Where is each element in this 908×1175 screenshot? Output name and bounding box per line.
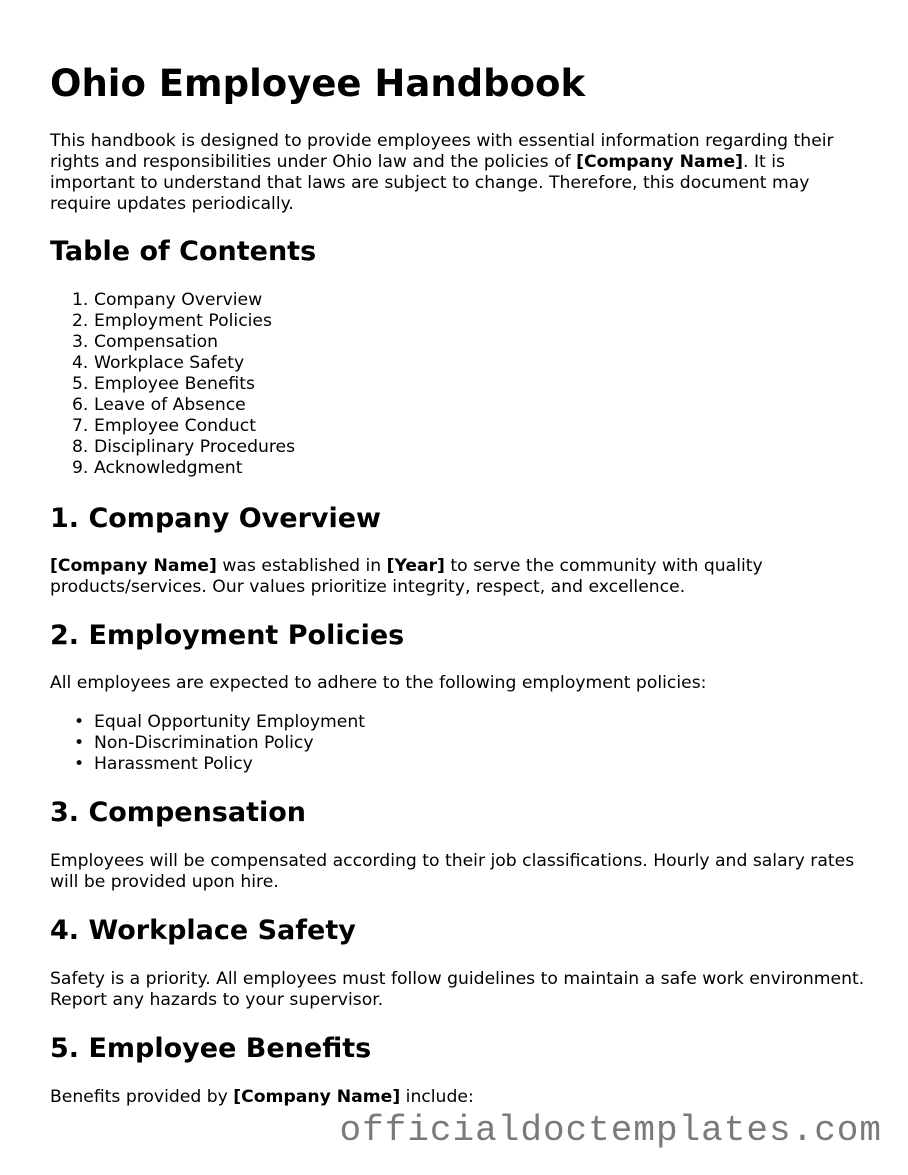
toc-item-employment-policies[interactable]: [50, 311, 295, 332]
intro-paragraph: [50, 131, 870, 215]
year-placeholder: [Year]: [386, 556, 445, 576]
bullet-icon: •: [74, 733, 85, 753]
list-item: [50, 733, 365, 754]
toc-list: [50, 290, 295, 479]
section-heading-compensation: 3. Compensation: [50, 797, 307, 828]
list-item: [50, 754, 365, 775]
compensation-paragraph: Employees will be compensated according to their job classifications. Hourly and salary rates will be provided upon hire.: [50, 851, 855, 892]
toc-item-workplace-safety[interactable]: [50, 353, 295, 374]
employee-benefits-paragraph: [50, 1087, 870, 1108]
toc-label: Employee Conduct: [94, 416, 256, 436]
toc-item-employee-conduct[interactable]: [50, 416, 295, 437]
list-item: [50, 712, 365, 733]
toc-item-leave-of-absence[interactable]: [50, 395, 295, 416]
watermark: officialdoctemplates.com: [339, 1110, 882, 1151]
toc-item-employee-benefits[interactable]: [50, 374, 295, 395]
toc-number: 3.: [72, 332, 89, 352]
toc-label: Compensation: [94, 332, 219, 352]
toc-number: 8.: [72, 437, 89, 457]
company-overview-paragraph: [50, 556, 870, 598]
overview-text-2: to serve the community with quality products/services. Our values prioritize integrity, respect, and excellence.: [50, 556, 763, 597]
toc-label: Acknowledgment: [94, 458, 243, 478]
section-heading-workplace-safety: 4. Workplace Safety: [50, 915, 356, 946]
bullet-icon: •: [74, 754, 85, 774]
toc-label: Company Overview: [94, 290, 263, 310]
toc-number: 6.: [72, 395, 89, 415]
toc-number: 5.: [72, 374, 89, 394]
company-name-placeholder: [Company Name]: [576, 152, 744, 172]
toc-heading: Table of Contents: [50, 236, 317, 267]
toc-label: Disciplinary Procedures: [94, 437, 296, 457]
toc-label: Employment Policies: [94, 311, 272, 331]
policy-label: Non-Discrimination Policy: [94, 733, 314, 753]
toc-item-acknowledgment[interactable]: [50, 458, 295, 479]
workplace-safety-paragraph: Safety is a priority. All employees must follow guidelines to maintain a safe work environment. Report any hazards to your supervisor.: [50, 969, 865, 1010]
toc-item-disciplinary-procedures[interactable]: [50, 437, 295, 458]
benefits-text-1: Benefits provided by: [50, 1087, 234, 1107]
benefits-text-2: include:: [400, 1087, 474, 1107]
policy-label: Harassment Policy: [94, 754, 253, 774]
toc-label: Leave of Absence: [94, 395, 246, 415]
intro-text-2: . It is important to understand that laws are subject to change. Therefore, this document may require updates periodically.: [50, 152, 810, 214]
toc-item-company-overview[interactable]: [50, 290, 295, 311]
company-name-placeholder: [Company Name]: [50, 556, 217, 576]
toc-number: 4.: [72, 353, 89, 373]
toc-label: Employee Benefits: [94, 374, 255, 394]
policy-label: Equal Opportunity Employment: [94, 712, 365, 732]
employment-policies-paragraph: All employees are expected to adhere to the following employment policies:: [50, 673, 707, 693]
bullet-icon: •: [74, 712, 85, 732]
toc-label: Workplace Safety: [94, 353, 245, 373]
toc-number: 1.: [72, 290, 89, 310]
section-heading-employee-benefits: 5. Employee Benefits: [50, 1033, 372, 1064]
overview-text-1: was established in: [216, 556, 387, 576]
section-heading-company-overview: 1. Company Overview: [50, 503, 382, 534]
section-heading-employment-policies: 2. Employment Policies: [50, 620, 405, 651]
toc-item-compensation[interactable]: [50, 332, 295, 353]
employment-policies-list: [50, 712, 365, 775]
company-name-placeholder: [Company Name]: [233, 1087, 401, 1107]
toc-number: 7.: [72, 416, 89, 436]
toc-number: 9.: [72, 458, 89, 478]
toc-number: 2.: [72, 311, 89, 331]
intro-text-1: This handbook is designed to provide employees with essential information regarding their rights and responsibilities under Ohio law and the policies of: [50, 131, 834, 172]
document-title: Ohio Employee Handbook: [50, 62, 586, 105]
